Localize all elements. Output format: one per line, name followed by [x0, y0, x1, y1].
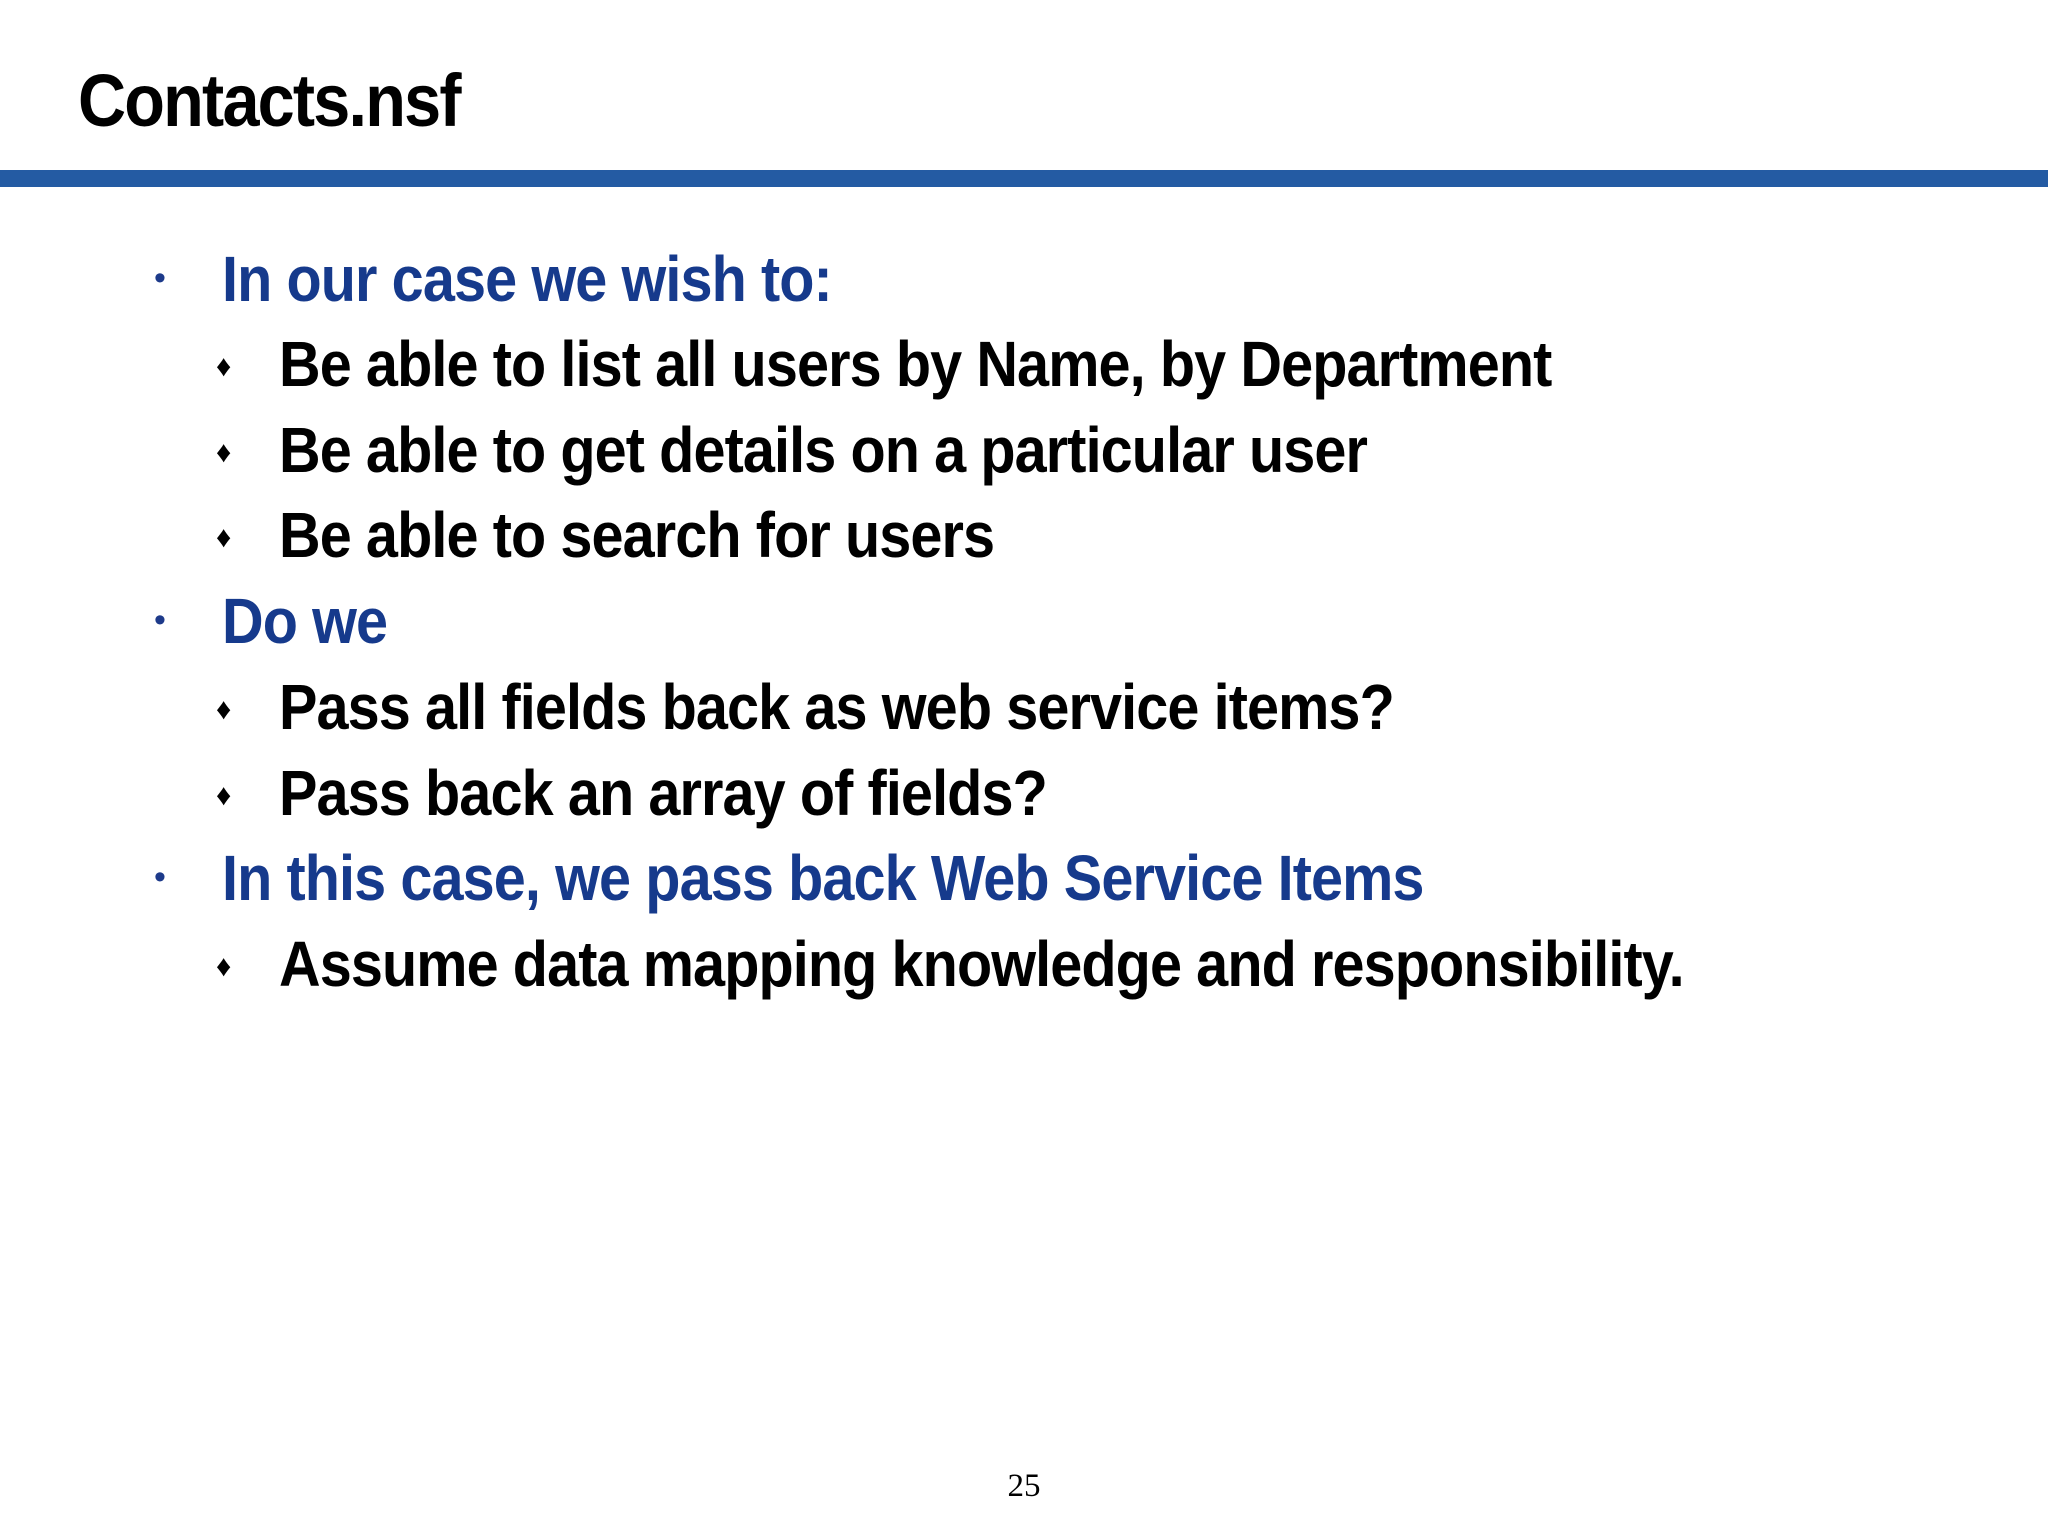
list-item [0, 499, 2048, 585]
diamond-bullet-icon: ♦ [216, 779, 232, 812]
bullet-text: Pass back an array of fields? [279, 757, 1047, 829]
bullet-dot-icon: • [154, 858, 166, 896]
list-item [0, 585, 2048, 671]
bullet-text: In our case we wish to: [222, 243, 832, 315]
bullet-text: In this case, we pass back Web Service Items [222, 842, 1424, 914]
bullet-dot-icon: • [154, 601, 166, 639]
list-item [0, 928, 2048, 1014]
bullet-text: Be able to search for users [279, 499, 995, 571]
list-item [0, 243, 2048, 329]
page-number: 25 [1007, 1468, 1041, 1504]
bullet-text: Be able to get details on a particular user [279, 414, 1368, 486]
diamond-bullet-icon: ♦ [216, 521, 232, 554]
title-divider [0, 170, 2048, 187]
bullet-text: Do we [222, 585, 388, 657]
diamond-bullet-icon: ♦ [216, 950, 232, 983]
list-item [0, 671, 2048, 757]
diamond-bullet-icon: ♦ [216, 350, 232, 383]
bullet-dot-icon: • [154, 259, 166, 297]
diamond-bullet-icon: ♦ [216, 693, 232, 726]
bullet-text: Assume data mapping knowledge and responsibility. [279, 928, 1684, 1000]
list-item [0, 757, 2048, 843]
bullet-text: Be able to list all users by Name, by Department [279, 328, 1552, 400]
bullet-text: Pass all fields back as web service items? [279, 671, 1394, 743]
list-item [0, 328, 2048, 414]
list-item [0, 414, 2048, 500]
slide-title: Contacts.nsf [78, 59, 460, 142]
diamond-bullet-icon: ♦ [216, 436, 232, 469]
list-item [0, 842, 2048, 928]
